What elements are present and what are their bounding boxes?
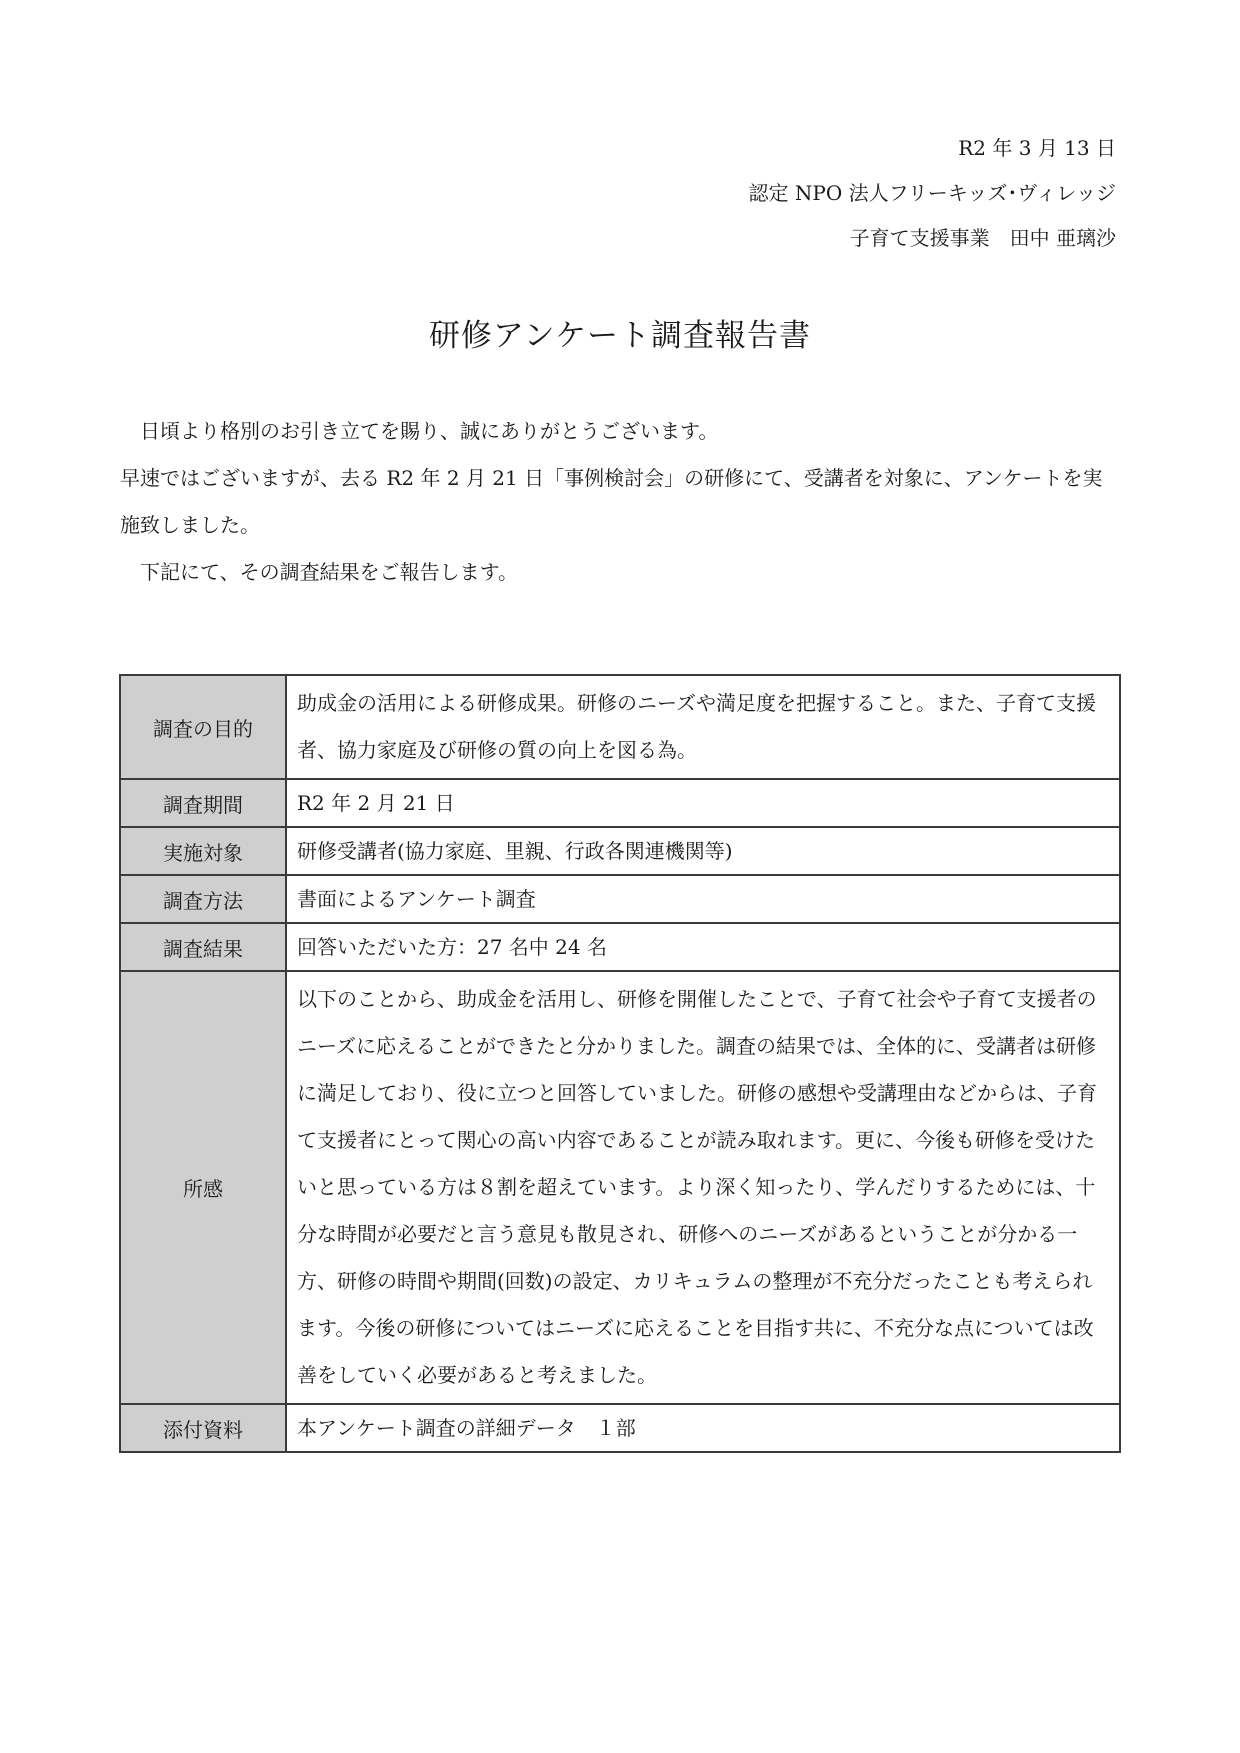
table-row-purpose (120, 675, 1120, 779)
row-label-impressions: 所感 (120, 971, 286, 1404)
row-label-period: 調査期間 (120, 779, 286, 827)
table-row-period (120, 779, 1120, 827)
department-author: 子育て支援事業 田中 亜璃沙 (849, 226, 1116, 250)
row-value-period: R2 年 2 月 21 日 (286, 779, 1120, 827)
row-label-results: 調査結果 (120, 923, 286, 971)
row-label-method: 調査方法 (120, 875, 286, 923)
intro-section (120, 408, 1120, 596)
row-value-results: 回答いただいた方：27 名中 24 名 (286, 923, 1120, 971)
row-label-purpose: 調査の目的 (120, 675, 286, 779)
intro-closing: 下記にて、その調査結果をご報告します。 (140, 560, 518, 584)
row-value-attachments: 本アンケート調査の詳細データ １部 (286, 1404, 1120, 1452)
document-header (749, 126, 1116, 261)
row-label-target: 実施対象 (120, 827, 286, 875)
row-value-method: 書面によるアンケート調査 (286, 875, 1120, 923)
table-row-method (120, 875, 1120, 923)
table-row-target (120, 827, 1120, 875)
intro-body: 早速ではございますが、去る R2 年 2 月 21 日「事例検討会」の研修にて、受講者を対象に、アンケートを実施致しました。 (120, 466, 1103, 537)
intro-greeting: 日頃より格別のお引き立てを賜り、誠にありがとうございます。 (140, 419, 719, 443)
table-row-results (120, 923, 1120, 971)
summary-table (119, 674, 1121, 1453)
row-value-impressions: 以下のことから、助成金を活用し、研修を開催したことで、子育て社会や子育て支援者のニーズに応えることができたと分かりました。調査の結果では、全体的に、受講者は研修に満足しており、役に立つと回答していました。研修の感想や受講理由などからは、子育て支援者にとって関心の高い内容であることが読み取れます。更に、今後も研修を受けたいと思っている方は８割を超えています。より深く知ったり、学んだりするためには、十分な時間が必要だと言う意見も散見され、研修へのニーズがあるということが分かる一方、研修の時間や期間(回数)の設定、カリキュラムの整理が不充分だったことも考えられます。今後の研修についてはニーズに応えることを目指す共に、不充分な点については改善をしていく必要があると考えました。 (286, 971, 1120, 1404)
row-value-purpose: 助成金の活用による研修成果。研修のニーズや満足度を把握すること。また、子育て支援者、協力家庭及び研修の質の向上を図る為。 (286, 675, 1120, 779)
document-title: 研修アンケート調査報告書 (428, 318, 812, 354)
table-row-attachments (120, 1404, 1120, 1452)
document-date: R2 年 3 月 13 日 (958, 136, 1116, 160)
organization-name: 認定 NPO 法人フリーキッズ･ヴィレッジ (748, 181, 1116, 205)
row-value-target: 研修受講者(協力家庭、里親、行政各関連機関等) (286, 827, 1120, 875)
row-label-attachments: 添付資料 (120, 1404, 286, 1452)
table-row-impressions (120, 971, 1120, 1404)
